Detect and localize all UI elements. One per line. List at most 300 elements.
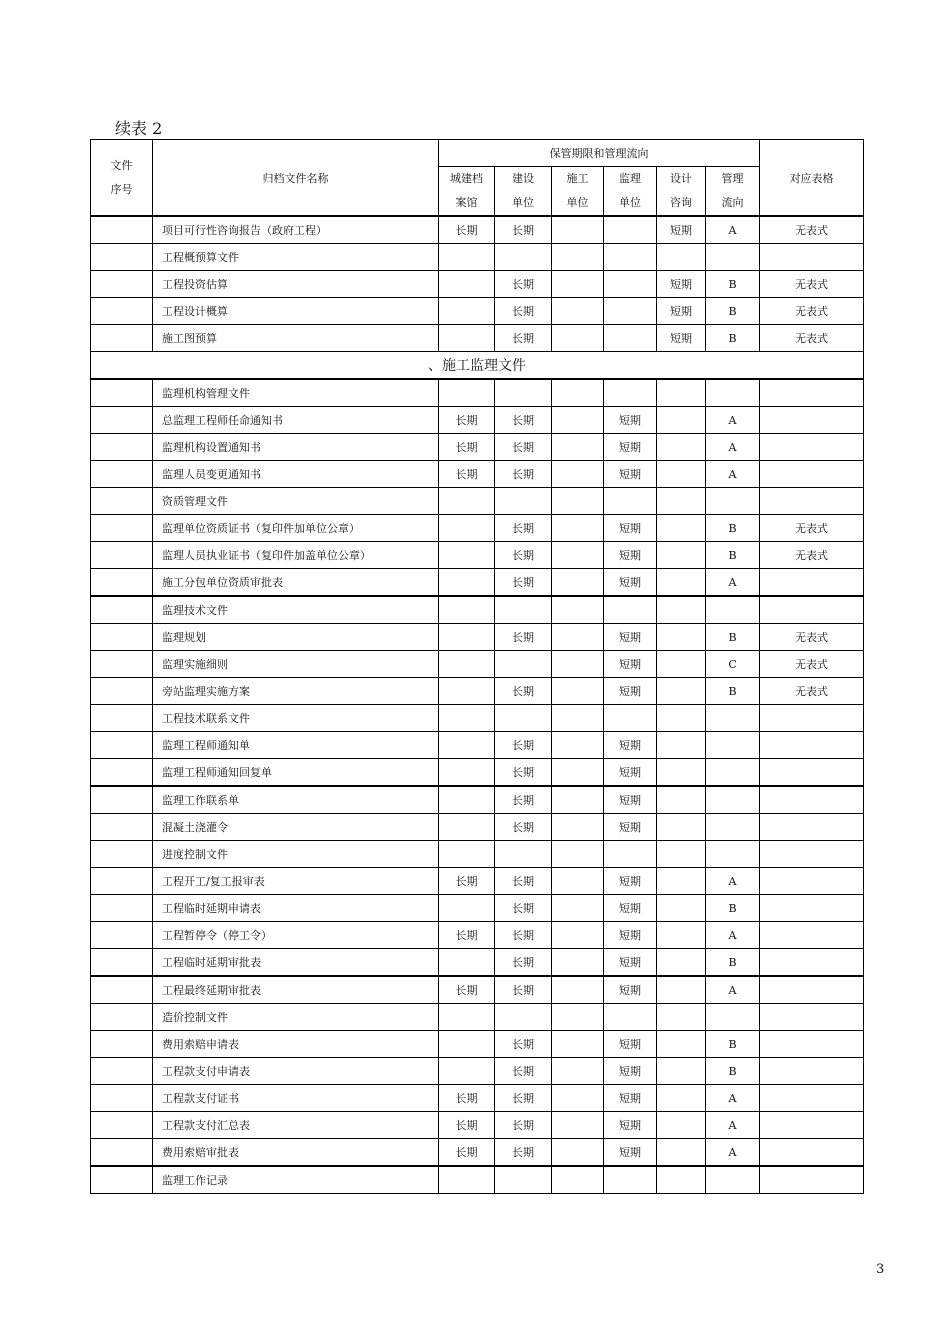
retention-cell (552, 1058, 604, 1085)
retention-cell: 长期 (439, 461, 495, 488)
section-row (91, 352, 864, 380)
table-row (91, 461, 864, 488)
form-cell (760, 732, 864, 759)
retention-cell: 长期 (439, 407, 495, 434)
form-cell (760, 895, 864, 922)
retention-cell (657, 1058, 706, 1085)
retention-cell (439, 1058, 495, 1085)
retention-cell: 短期 (657, 271, 706, 298)
form-cell: 无表式 (760, 542, 864, 569)
header-file-name: 归档文件名称 (153, 140, 439, 217)
retention-cell (552, 1139, 604, 1167)
file-name-cell: 项目可行性咨询报告（政府工程） (153, 216, 439, 244)
file-name-cell: 进度控制文件 (153, 841, 439, 868)
retention-cell (439, 596, 495, 624)
file-name-cell: 监理机构设置通知书 (153, 434, 439, 461)
retention-cell: 长期 (495, 759, 552, 787)
seq-cell (91, 271, 153, 298)
retention-cell (604, 1166, 657, 1194)
retention-cell: 长期 (439, 434, 495, 461)
retention-cell: 长期 (495, 216, 552, 244)
retention-cell (495, 841, 552, 868)
retention-cell: 短期 (604, 1085, 657, 1112)
retention-cell: B (706, 1058, 760, 1085)
table-row (91, 1112, 864, 1139)
retention-cell (439, 515, 495, 542)
retention-cell (439, 488, 495, 515)
retention-cell: 短期 (604, 1112, 657, 1139)
retention-cell (552, 1085, 604, 1112)
seq-cell (91, 814, 153, 841)
retention-cell (552, 1004, 604, 1031)
retention-cell (657, 379, 706, 407)
form-cell (760, 759, 864, 787)
retention-cell (657, 488, 706, 515)
header-seq: 文件 序号 (91, 140, 153, 217)
retention-cell (552, 759, 604, 787)
retention-cell (657, 651, 706, 678)
retention-cell (706, 596, 760, 624)
form-cell (760, 1058, 864, 1085)
form-cell (760, 461, 864, 488)
retention-cell: 长期 (495, 542, 552, 569)
retention-cell (495, 1166, 552, 1194)
retention-cell: C (706, 651, 760, 678)
retention-cell (439, 705, 495, 732)
retention-cell (552, 732, 604, 759)
retention-cell (657, 1139, 706, 1167)
retention-cell (495, 244, 552, 271)
file-name-cell: 监理工程师通知回复单 (153, 759, 439, 787)
seq-cell (91, 379, 153, 407)
table-row (91, 216, 864, 244)
header-retention-group: 保管期限和管理流向 (439, 140, 760, 167)
retention-cell (439, 841, 495, 868)
retention-cell (439, 895, 495, 922)
seq-cell (91, 407, 153, 434)
table-row (91, 624, 864, 651)
form-cell: 无表式 (760, 651, 864, 678)
retention-cell (552, 216, 604, 244)
retention-cell (657, 976, 706, 1004)
retention-cell: B (706, 895, 760, 922)
retention-cell: 长期 (495, 515, 552, 542)
file-name-cell: 监理人员执业证书（复印件加盖单位公章） (153, 542, 439, 569)
table-row (91, 814, 864, 841)
retention-cell (439, 814, 495, 841)
retention-cell (657, 678, 706, 705)
retention-cell (552, 461, 604, 488)
seq-cell (91, 325, 153, 352)
table-row (91, 271, 864, 298)
retention-cell: B (706, 271, 760, 298)
retention-cell: 长期 (495, 1139, 552, 1167)
seq-cell (91, 298, 153, 325)
retention-cell: 长期 (439, 868, 495, 895)
retention-cell (706, 379, 760, 407)
table-row (91, 1139, 864, 1167)
retention-cell: B (706, 949, 760, 977)
retention-cell: B (706, 624, 760, 651)
retention-cell (495, 379, 552, 407)
table-row (91, 325, 864, 352)
retention-cell (552, 434, 604, 461)
retention-cell (439, 325, 495, 352)
form-cell (760, 976, 864, 1004)
form-cell (760, 949, 864, 977)
retention-cell (604, 216, 657, 244)
seq-cell (91, 976, 153, 1004)
retention-cell (552, 651, 604, 678)
retention-cell: 短期 (604, 407, 657, 434)
retention-cell (706, 705, 760, 732)
seq-cell (91, 244, 153, 271)
retention-cell: 短期 (604, 542, 657, 569)
retention-cell: 长期 (439, 1112, 495, 1139)
retention-cell (706, 841, 760, 868)
retention-cell (552, 325, 604, 352)
retention-cell (657, 922, 706, 949)
retention-cell (439, 244, 495, 271)
retention-cell: 短期 (604, 515, 657, 542)
retention-cell (604, 841, 657, 868)
retention-cell (439, 678, 495, 705)
retention-cell (657, 868, 706, 895)
retention-cell (495, 651, 552, 678)
retention-cell: 长期 (495, 434, 552, 461)
table-row (91, 1058, 864, 1085)
seq-cell (91, 515, 153, 542)
retention-cell (439, 651, 495, 678)
retention-cell (604, 705, 657, 732)
table-row (91, 596, 864, 624)
table-row (91, 488, 864, 515)
file-name-cell: 监理单位资质证书（复印件加单位公章） (153, 515, 439, 542)
form-cell (760, 434, 864, 461)
retention-cell: 长期 (439, 1139, 495, 1167)
retention-cell (439, 542, 495, 569)
form-cell: 无表式 (760, 515, 864, 542)
seq-cell (91, 1166, 153, 1194)
retention-cell (657, 1031, 706, 1058)
retention-cell (657, 596, 706, 624)
seq-cell (91, 786, 153, 814)
form-cell (760, 379, 864, 407)
retention-cell: 短期 (604, 949, 657, 977)
retention-cell (552, 1112, 604, 1139)
retention-cell: 长期 (495, 1031, 552, 1058)
retention-cell (552, 814, 604, 841)
retention-cell (706, 814, 760, 841)
file-name-cell: 施工分包单位资质审批表 (153, 569, 439, 597)
form-cell: 无表式 (760, 298, 864, 325)
retention-cell: 长期 (495, 298, 552, 325)
file-name-cell: 工程款支付汇总表 (153, 1112, 439, 1139)
header-col: 城建档 案馆 (439, 167, 495, 217)
retention-cell (552, 895, 604, 922)
form-cell (760, 786, 864, 814)
retention-cell (552, 949, 604, 977)
retention-cell: A (706, 407, 760, 434)
retention-cell: 长期 (495, 271, 552, 298)
retention-cell (495, 488, 552, 515)
retention-cell (657, 434, 706, 461)
retention-cell (552, 271, 604, 298)
retention-cell (439, 624, 495, 651)
table-row (91, 922, 864, 949)
seq-cell (91, 1058, 153, 1085)
retention-cell (706, 488, 760, 515)
form-cell (760, 922, 864, 949)
retention-cell: B (706, 515, 760, 542)
file-name-cell: 监理机构管理文件 (153, 379, 439, 407)
file-name-cell: 工程最终延期审批表 (153, 976, 439, 1004)
retention-cell: 长期 (495, 624, 552, 651)
table-row (91, 542, 864, 569)
retention-cell: 短期 (604, 678, 657, 705)
retention-cell (657, 624, 706, 651)
retention-cell: 长期 (495, 868, 552, 895)
archive-table (90, 139, 864, 1194)
seq-cell (91, 434, 153, 461)
retention-cell: A (706, 1139, 760, 1167)
retention-cell (552, 624, 604, 651)
file-name-cell: 施工图预算 (153, 325, 439, 352)
retention-cell: 长期 (495, 949, 552, 977)
retention-cell (552, 569, 604, 597)
retention-cell: 短期 (604, 1058, 657, 1085)
retention-cell (657, 732, 706, 759)
retention-cell (706, 759, 760, 787)
retention-cell (657, 1166, 706, 1194)
file-name-cell: 费用索赔申请表 (153, 1031, 439, 1058)
retention-cell (439, 379, 495, 407)
retention-cell (552, 976, 604, 1004)
retention-cell: 短期 (604, 759, 657, 787)
file-name-cell: 监理实施细则 (153, 651, 439, 678)
file-name-cell: 监理工作联系单 (153, 786, 439, 814)
file-name-cell: 旁站监理实施方案 (153, 678, 439, 705)
retention-cell: 长期 (495, 461, 552, 488)
retention-cell (439, 759, 495, 787)
form-cell (760, 1139, 864, 1167)
table-row (91, 407, 864, 434)
retention-cell (552, 678, 604, 705)
retention-cell: 短期 (657, 216, 706, 244)
form-cell (760, 868, 864, 895)
form-cell: 无表式 (760, 271, 864, 298)
form-cell (760, 244, 864, 271)
retention-cell: 短期 (604, 814, 657, 841)
seq-cell (91, 1139, 153, 1167)
retention-cell (706, 786, 760, 814)
retention-cell: 长期 (495, 1112, 552, 1139)
table-row (91, 895, 864, 922)
retention-cell: 短期 (604, 461, 657, 488)
retention-cell (657, 759, 706, 787)
section-title: 、施工监理文件 (91, 352, 864, 380)
header-col: 管理 流向 (706, 167, 760, 217)
file-name-cell: 监理工程师通知单 (153, 732, 439, 759)
seq-cell (91, 1004, 153, 1031)
retention-cell (439, 732, 495, 759)
retention-cell: 短期 (604, 895, 657, 922)
retention-cell (552, 515, 604, 542)
seq-cell (91, 1031, 153, 1058)
retention-cell (706, 1004, 760, 1031)
file-name-cell: 监理人员变更通知书 (153, 461, 439, 488)
file-name-cell: 工程临时延期申请表 (153, 895, 439, 922)
retention-cell: 短期 (604, 922, 657, 949)
form-cell: 无表式 (760, 325, 864, 352)
retention-cell: 长期 (495, 922, 552, 949)
retention-cell (657, 407, 706, 434)
retention-cell: 短期 (604, 624, 657, 651)
retention-cell: 短期 (657, 325, 706, 352)
seq-cell (91, 678, 153, 705)
retention-cell: 长期 (495, 732, 552, 759)
seq-cell (91, 1112, 153, 1139)
header-col: 建设 单位 (495, 167, 552, 217)
retention-cell (552, 705, 604, 732)
retention-cell (657, 786, 706, 814)
retention-cell: 长期 (439, 1085, 495, 1112)
file-name-cell: 工程设计概算 (153, 298, 439, 325)
retention-cell (604, 271, 657, 298)
retention-cell: A (706, 434, 760, 461)
retention-cell (657, 1004, 706, 1031)
form-cell (760, 1085, 864, 1112)
retention-cell: 长期 (495, 895, 552, 922)
form-cell (760, 596, 864, 624)
retention-cell (495, 1004, 552, 1031)
retention-cell: 短期 (604, 786, 657, 814)
file-name-cell: 监理技术文件 (153, 596, 439, 624)
retention-cell (439, 786, 495, 814)
retention-cell (439, 949, 495, 977)
file-name-cell: 工程款支付证书 (153, 1085, 439, 1112)
form-cell (760, 841, 864, 868)
retention-cell: A (706, 922, 760, 949)
retention-cell (657, 949, 706, 977)
table-row (91, 651, 864, 678)
table-row (91, 1004, 864, 1031)
table-row (91, 1166, 864, 1194)
header-col: 监理 单位 (604, 167, 657, 217)
form-cell (760, 814, 864, 841)
table-row (91, 379, 864, 407)
seq-cell (91, 868, 153, 895)
retention-cell: 短期 (604, 732, 657, 759)
seq-cell (91, 461, 153, 488)
table-caption: 续表 2 (115, 119, 163, 138)
seq-cell (91, 596, 153, 624)
retention-cell (604, 1004, 657, 1031)
retention-cell (552, 841, 604, 868)
table-row (91, 515, 864, 542)
retention-cell (552, 379, 604, 407)
retention-cell: A (706, 1112, 760, 1139)
file-name-cell: 工程临时延期审批表 (153, 949, 439, 977)
retention-cell (706, 244, 760, 271)
retention-cell: 长期 (495, 325, 552, 352)
table-row (91, 298, 864, 325)
retention-cell (657, 244, 706, 271)
retention-cell: A (706, 461, 760, 488)
table-row (91, 705, 864, 732)
file-name-cell: 总监理工程师任命通知书 (153, 407, 439, 434)
retention-cell (604, 298, 657, 325)
retention-cell (657, 1112, 706, 1139)
retention-cell (657, 895, 706, 922)
table-row (91, 949, 864, 977)
retention-cell: 长期 (495, 976, 552, 1004)
retention-cell (439, 271, 495, 298)
retention-cell (552, 542, 604, 569)
retention-cell: 短期 (604, 569, 657, 597)
form-cell (760, 488, 864, 515)
table-row (91, 1031, 864, 1058)
file-name-cell: 造价控制文件 (153, 1004, 439, 1031)
table-row (91, 868, 864, 895)
retention-cell: A (706, 216, 760, 244)
retention-cell: 长期 (439, 922, 495, 949)
file-name-cell: 工程概预算文件 (153, 244, 439, 271)
retention-cell: A (706, 1085, 760, 1112)
retention-cell: 长期 (495, 786, 552, 814)
header-col: 施工 单位 (552, 167, 604, 217)
file-name-cell: 工程技术联系文件 (153, 705, 439, 732)
retention-cell: B (706, 298, 760, 325)
retention-cell: A (706, 868, 760, 895)
retention-cell: B (706, 678, 760, 705)
retention-cell: 长期 (495, 1058, 552, 1085)
retention-cell: 长期 (495, 678, 552, 705)
retention-cell (657, 705, 706, 732)
retention-cell (657, 814, 706, 841)
retention-cell (439, 1004, 495, 1031)
retention-cell (706, 1166, 760, 1194)
retention-cell: A (706, 569, 760, 597)
retention-cell (439, 298, 495, 325)
retention-cell (657, 461, 706, 488)
form-cell (760, 1166, 864, 1194)
page-number: 3 (876, 1262, 885, 1277)
seq-cell (91, 759, 153, 787)
seq-cell (91, 216, 153, 244)
retention-cell (657, 515, 706, 542)
table-row (91, 1085, 864, 1112)
form-cell (760, 705, 864, 732)
seq-cell (91, 705, 153, 732)
retention-cell: 长期 (495, 814, 552, 841)
table-row (91, 434, 864, 461)
retention-cell: 短期 (604, 434, 657, 461)
retention-cell: A (706, 976, 760, 1004)
retention-cell (657, 569, 706, 597)
retention-cell (552, 1031, 604, 1058)
seq-cell (91, 922, 153, 949)
file-name-cell: 混凝土浇灌令 (153, 814, 439, 841)
retention-cell (604, 488, 657, 515)
seq-cell (91, 569, 153, 597)
seq-cell (91, 651, 153, 678)
retention-cell (439, 1166, 495, 1194)
retention-cell (657, 841, 706, 868)
seq-cell (91, 841, 153, 868)
file-name-cell: 工程暂停令（停工令） (153, 922, 439, 949)
file-name-cell: 监理工作记录 (153, 1166, 439, 1194)
